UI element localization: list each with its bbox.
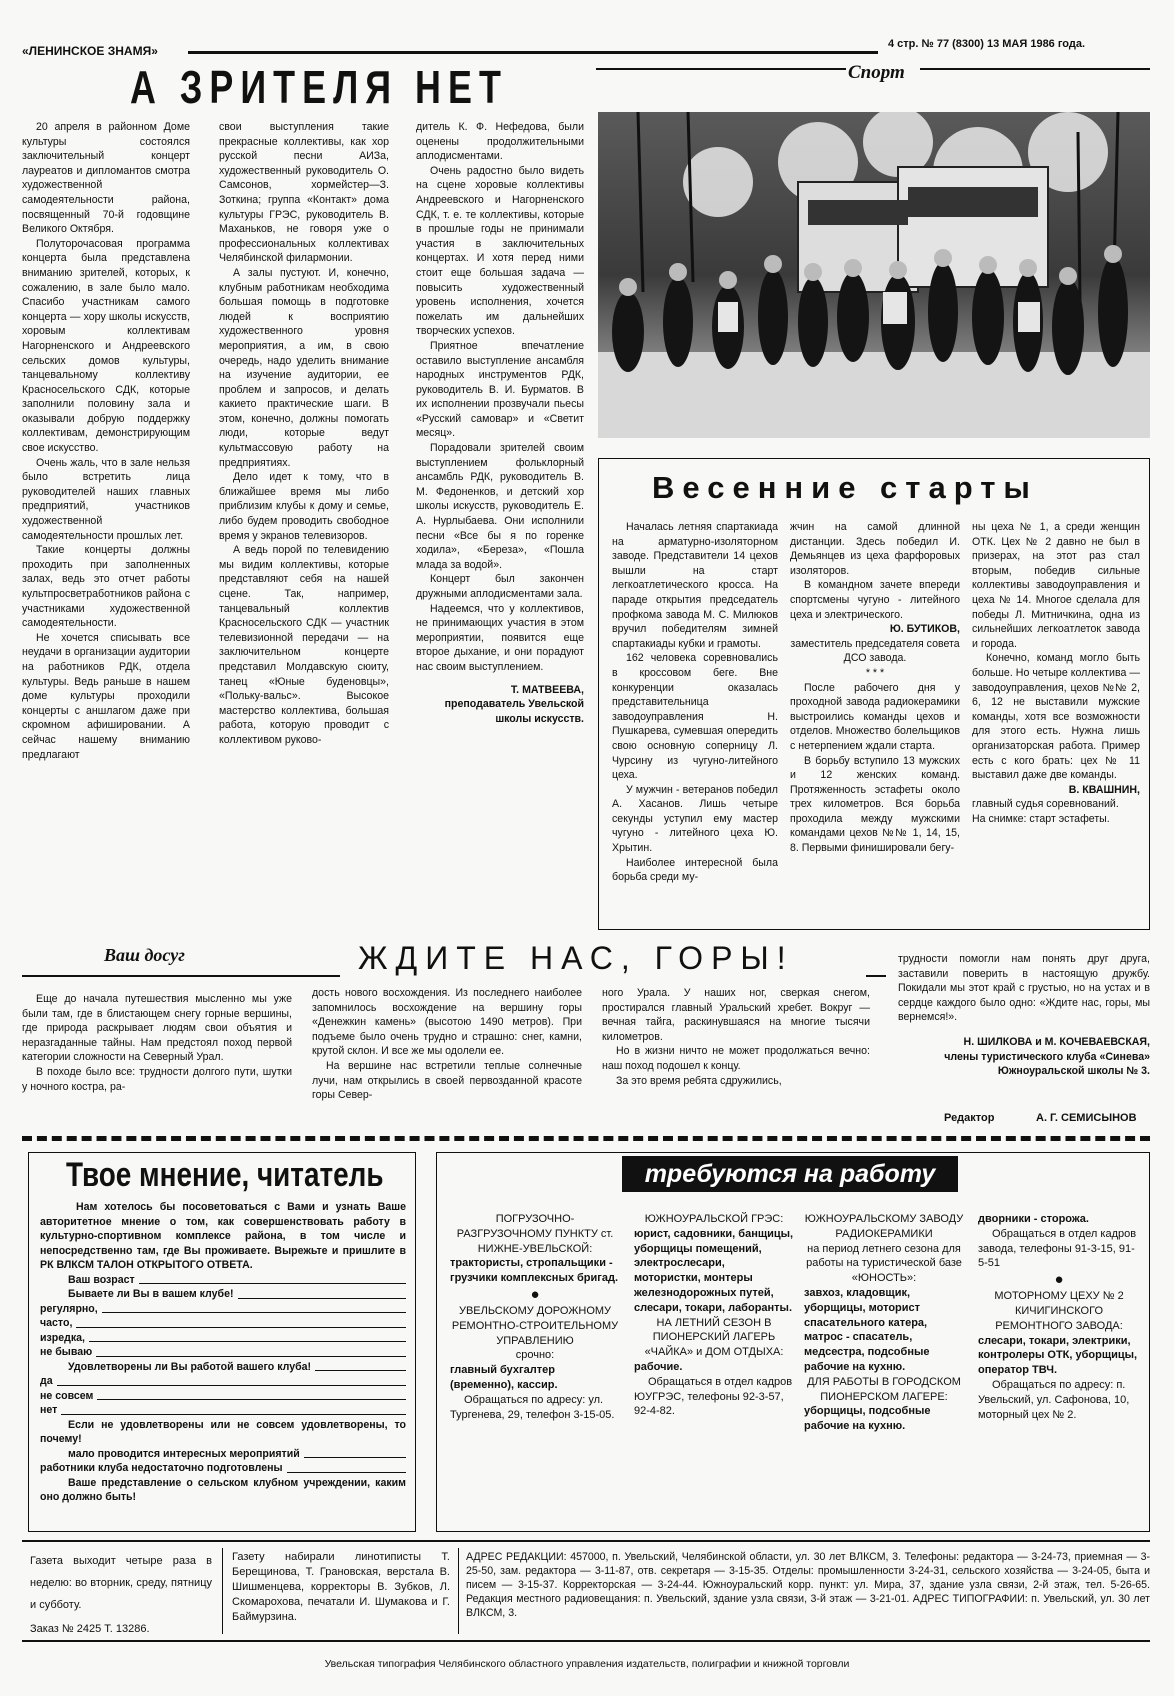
jobs-column-3 (804, 1212, 964, 1434)
bullet-icon: ● (1054, 1271, 1064, 1289)
paragraph: дость нового восхождения. Из последнего наиболее запомнилось восхождение на вершину горы «Денежкин камень» (высотою 1490 метров). При подъеме было очень трудно и страшно: снег, камни, крутой склон. И все же мы одолели ее. (312, 987, 582, 1058)
option (40, 1302, 406, 1317)
travel-column-4 (898, 952, 1150, 1112)
masthead-rule (188, 51, 878, 54)
paragraph: В походе было все: трудности долгого пути, шутки у ночного костра, ра- (22, 1065, 292, 1093)
paragraph: 20 апреля в районном Доме культуры состоялся заключительный концерт лауреатов и дипломантов смотра художественной самодеятельности района, посвященный 70-й годовщине Великого Октября. (22, 121, 190, 236)
job-list: уборщицы, подсобные рабочие на кухню. (804, 1405, 931, 1433)
option-label: мало проводится интересных мероприятий (68, 1447, 300, 1460)
paragraph: Еще до начала путешествия мысленно мы уже были там, где в блистающем снегу горные вершины, где природа раскрывает людям свои объятия и неразгаданные тайны. Нам предстоял поход первой категории сложности на Северный Урал. (22, 993, 292, 1064)
footer-bottom-rule (22, 1640, 1150, 1642)
employer-name: УВЕЛЬСКОМУ ДОРОЖНОМУ РЕМОНТНО-СТРОИТЕЛЬНОМУ УПРАВЛЕНИЮ (451, 1304, 619, 1347)
contact-info: Обращаться по адресу: ул. Тургенева, 29, телефон 3-15-05. (450, 1393, 615, 1421)
sport-column-3 (972, 520, 1140, 920)
paragraph: Наиболее интересной была борьба среди му- (612, 856, 778, 884)
option-label: часто, (40, 1317, 73, 1329)
employer-name: ЮЖНОУРАЛЬСКОЙ ГРЭС: (644, 1213, 784, 1225)
sport-photo (598, 112, 1150, 438)
leisure-rule-right (866, 975, 886, 977)
question-visits (68, 1287, 406, 1302)
paragraph: Порадовали зрителей своим выступлением фольклорный ансамбль РДК, руководитель В. М. Федоненков, и детский хор школы искусств, руководитель Е. А. Нурлыбаева. Они исполнили песни «Все бы я по горенке ходила», «Береза», «Пошла млада за водой». (416, 442, 584, 571)
paragraph: А ведь порой по телевидению мы видим коллективы, которые представляют себя на нашей сцене. Так, например, танцевальный коллектив Красносельского СДК — участник телевизионной передачи — на заключительном концерте представил Молдавскую сюиту, танец «Юные буденовцы», «Польку-вальс». Высокое мастерство коллектива, большая работа, которую проводит с коллективом руково- (219, 544, 389, 746)
article1-headline: А ЗРИТЕЛЯ НЕТ (130, 61, 508, 113)
leisure-rule-left (22, 975, 340, 977)
option (40, 1389, 406, 1404)
paper-name: «ЛЕНИНСКОЕ ЗНАМЯ» (22, 44, 158, 58)
paragraph: Полуторочасовая программа концерта была представлена вниманию зрителей, которых, к сожалению, в зале было мало. Спасибо участникам самого концерта — хору школы искусств, хоровым коллективам Нагорненского и Андреевского сельских домов культуры, танцевальному коллективу Красносельского СДК, которые заполнили половину зала и оказывали добрую поддержку коллективам, демонстрирующим свое искусство. (22, 237, 190, 455)
schedule-text: Газета выходит четыре раза в неделю: во вторник, среду, пятницу и субботу. (30, 1555, 212, 1611)
race-start-photo (598, 112, 1150, 438)
employer-note: срочно: (515, 1349, 555, 1362)
paragraph: В борьбу вступило 13 мужских и 12 женских команд. Протяженность эстафеты около трех километров. Вся борьба проходила между мужскими командами цехов №№ 1, 14, 15, 8. Первыми финишировали бегу- (790, 754, 960, 855)
answer-line[interactable] (61, 1413, 406, 1415)
travel-column-1 (22, 992, 292, 1122)
answer-line[interactable] (97, 1398, 406, 1400)
job-list: рабочие. (634, 1360, 683, 1373)
option (40, 1345, 406, 1360)
option-label: работники клуба недостаточно подготовлены (40, 1462, 283, 1474)
travel-column-2 (312, 986, 582, 1122)
answer-line[interactable] (102, 1311, 406, 1313)
paragraph: На вершине нас встретили теплые солнечные лучи, нам открылись в своей первозданной красоте горы Север- (312, 1059, 582, 1102)
sport-headline: Весенние старты (652, 470, 1038, 505)
paragraph: После рабочего дня у проходной завода радиокерамики выстроились команды цехов и отделов. Множество болельщиков с нетерпением ждали старта. (790, 681, 960, 752)
issue-info: 4 стр. № 77 (8300) 13 МАЯ 1986 года. (888, 38, 1086, 50)
paragraph: В командном зачете впереди спортсмены чугуно - литейного цеха и электрического. (790, 579, 960, 621)
answer-line[interactable] (57, 1384, 406, 1386)
paragraph: Конечно, команд могло быть больше. Но четыре коллектива — заводоуправления, цехов №№ 2, 6, 12 не выставили мужские команды, хотя все возможности для этого есть. Нужна лишь организаторская работа. Пример есть с кого брать: цех № 11 выставил даже две команды. (972, 652, 1140, 782)
editor-name: А. Г. СЕМИСЫНОВ (1036, 1112, 1137, 1124)
option-label: нет (40, 1404, 58, 1416)
question-age (68, 1273, 406, 1288)
article1-signature-title: преподаватель Увельской школы искусств. (444, 698, 584, 725)
paragraph: Приятное впечатление оставило выступление ансамбля народных инструментов РДК, руководитель В. И. Бурматов. В их исполнении прозвучали пьесы «Русский самовар» и «Светит месяц». (416, 339, 584, 440)
answer-line[interactable] (304, 1456, 406, 1458)
sport-col2-signature: Ю. БУТИКОВ, (889, 623, 960, 636)
leisure-section-label: Ваш досуг (104, 945, 185, 965)
separator-stars: * * * (865, 666, 885, 679)
survey-intro: Нам хотелось бы посоветоваться с Вами и узнать Ваше авторитетное мнение о том, как совершенствовать работу в культурно-спортивном комплексе района, в том числе и непосредственно там, где Вы проживаете. Вырежьте и пришлите в РК ВЛКСМ ТАЛОН ОТКРЫТОГО ОТВЕТА. (40, 1201, 406, 1271)
jobs-column-1 (450, 1212, 620, 1422)
question-why: Если не удовлетворены или не совсем удовлетворены, то почему! (40, 1418, 406, 1445)
employer-name: НА ЛЕТНИЙ СЕЗОН В ПИОНЕРСКИЙ ЛАГЕРЬ «ЧАЙКА» и ДОМ ОТДЫХА: (644, 1316, 784, 1359)
survey-form (40, 1200, 406, 1505)
footer-schedule (30, 1550, 212, 1640)
bullet-icon: ● (530, 1285, 540, 1303)
sport-col3-signature: В. КВАШНИН, (1068, 783, 1140, 796)
option (68, 1447, 406, 1462)
section-dashed-rule (22, 1136, 1150, 1141)
paragraph: ного Урала. У наших ног, сверкая снегом, простирался главный Уральский хребет. Вокруг — вечная тайга, раскинувшаяся на многие тысячи километров. (602, 987, 870, 1043)
article1-column-2 (219, 120, 389, 938)
sport-rule-left (596, 68, 846, 70)
paragraph: ны цеха № 1, а среди женщин ОТК. Цех № 2 давно не был в призерах, на этот раз стал вторым, победив сильные коллективы заводоуправления и цеха № 14. Многое сделала для победы Л. Митничкина, одна из сильнейших легкоатлеток завода и города. (972, 521, 1140, 650)
option-label: не бываю (40, 1346, 93, 1358)
travel-headline: ЖДИТЕ НАС, ГОРЫ! (358, 940, 794, 976)
paragraph: А залы пустуют. И, конечно, клубным работникам необходима большая помощь в подготовке людей к восприятию художественного уровня мероприятия, а им, в свою очередь, надо уделить внимание на изучение аудитории, ее проблем и запросов, и делать какието практические шаги. В этом, конечно, должны помогать люди, которые ведут культмассовую работу на предприятиях. (219, 266, 389, 469)
option-label: изредка, (40, 1331, 86, 1344)
paragraph: У мужчин - ветеранов победил А. Хасанов. Лишь четыре секунды уступил ему мастер чугуно - литейного цеха Ю. Хрытин. (612, 783, 778, 855)
travel-signature: Н. ШИЛКОВА и М. КОЧЕВАЕВСКАЯ, (963, 1035, 1150, 1048)
footer-divider (458, 1548, 459, 1634)
job-list: трактористы, стропальщики - грузчики комплексных бригад. (450, 1257, 619, 1285)
employer-name: МОТОРНОМУ ЦЕХУ № 2 КИЧИГИНСКОГО РЕМОНТНОГО ЗАВОДА: (994, 1290, 1124, 1332)
option (40, 1331, 406, 1346)
footer-address: АДРЕС РЕДАКЦИИ: 457000, п. Увельский, Челябинской области, ул. 30 лет ВЛКСМ, 3. Телефоны: редактора — 3-24-73, приемная — 3-25-50, зам. редактора — 3-11-87, отв. секретаря — 3-15-35. Отделы: промышленности 3-24-31, сельского хозяйства — 3-24-05, быта и писем — 3-15-37. Корректорская — 3-24-44. Южноуральский корр. пункт: ул. Мира, 37, здание узла связи, 2-й этаж, тел. 5-26-65. Редакция местного радиовещания: п. Увельский, здание узла связи, 3-й этаж — 3-21-01. АДРЕС ТИПОГРАФИИ: п. Увельский, ул. 30 лет ВЛКСМ, 3. (466, 1551, 1150, 1619)
jobs-column-2 (634, 1212, 794, 1419)
paragraph: 162 человека соревновались в кроссовом беге. Вне конкуренции оказалась представительница заводоуправления Н. Пушкарева, сумевшая опередить свою основную соперницу Л. Чурсину из чугуно-литейного цеха. (612, 652, 778, 782)
paragraph: За это время ребята сдружились, (616, 1074, 782, 1087)
job-list: главный бухгалтер (временно), кассир. (450, 1364, 558, 1391)
paragraph: Очень радостно было видеть на сцене хоровые коллективы Андреевского и Нагорненского СДК, т. е. те коллективы, которые в прошлые годы не принимали участия в заключительных концертах. И хотя перед ними стоит еще большая задача — повысить художественный уровень исполнения, хочется пожелать им дальнейших творческих успехов. (416, 164, 584, 338)
job-list: завхоз, кладовщик, уборщицы, моторист спасательного катера, матрос - спасатель, медсестра, подсобные рабочие на кухню. (804, 1286, 930, 1373)
travel-signature-title: члены туристического клуба «Синева» Южноуральской школы № 3. (944, 1050, 1150, 1078)
jobs-banner: требуются на работу (622, 1156, 958, 1192)
employer-name: ДЛЯ РАБОТЫ В ГОРОДСКОМ ПИОНЕРСКОМ ЛАГЕРЕ: (807, 1375, 961, 1403)
employer-note: на период летнего сезона для работы на туристической базе «ЮНОСТЬ»: (806, 1242, 962, 1285)
travel-column-3 (602, 986, 870, 1122)
answer-line[interactable] (76, 1326, 406, 1328)
printer-info: Увельская типография Челябинского областного управления издательств, полиграфии и книжной торговли (324, 1658, 850, 1670)
option-label: регулярно, (40, 1302, 98, 1315)
answer-line[interactable] (238, 1297, 407, 1299)
question-ideal-club: Ваше представление о сельском клубном учреждении, каким оно должно быть! (40, 1476, 406, 1503)
paragraph: трудности помогли нам понять друг друга, заставили поверить в настоящую дружбу. Покидали мы этот край с грустью, но на устах и в сердце каждого было одно: «Ждите нас, горы, мы вернемся!». (898, 953, 1150, 1024)
paragraph: Такие концерты должны проходить при заполненных залах, ведь это отчет работы культпросветработников района с участниками художественной самодеятельности. (22, 544, 190, 630)
article1-column-3 (416, 120, 584, 938)
question-label: Ваш возраст (68, 1273, 135, 1286)
employer-name: ПОГРУЗОЧНО-РАЗГРУЗОЧНОМУ ПУНКТУ ст. НИЖНЕ-УВЕЛЬСКОЙ: (456, 1213, 614, 1255)
job-list: дворники - сторожа. (978, 1213, 1089, 1225)
sport-column-2 (790, 520, 960, 920)
article1-column-1 (22, 120, 190, 938)
paragraph: Началась летняя спартакиада на арматурно-изоляторном заводе. Представители 14 цехов вышли на старт легкоатлетического кросса. На параде открытия председатель профкома завода М. С. Милюков вручил победителям зимней спартакиады кубки и грамоты. (612, 521, 778, 650)
contact-info: Обращаться в отдел кадров завода, телефоны 91-3-15, 91-5-51 (978, 1227, 1137, 1270)
editor-label: Редактор (944, 1112, 995, 1124)
footer-divider (222, 1548, 223, 1634)
paragraph: жчин на самой длинной дистанции. Здесь победил И. Демьянцев из цеха фарфоровых изоляторов. (790, 521, 960, 577)
option (40, 1374, 406, 1389)
article1-signature: Т. МАТВЕЕВА, (510, 683, 584, 696)
answer-line[interactable] (287, 1471, 406, 1473)
survey-headline: Твое мнение, читатель (66, 1156, 384, 1194)
paragraph: свои выступления такие прекрасные коллективы, как хор русской песни АИЗа, художественный руководитель О. Самсонов, хормейстер—З. Зоткина; группа «Контакт» дома культуры ГРЭС, руководитель В. Маханьков, не говоря уже о профессиональных коллективах Челябинской филармонии. (219, 121, 389, 265)
paragraph: дитель К. Ф. Нефедова, были оценены продолжительными аплодисментами. (416, 121, 584, 163)
paragraph: Концерт был закончен дружными аплодисментами зала. (416, 573, 584, 600)
option (40, 1403, 406, 1418)
paragraph: Дело идет к тому, что в ближайшее время мы либо приблизим клубы к дому и семье, либо будем проводить свободное время у экранов телевизоров. (219, 471, 389, 542)
answer-line[interactable] (315, 1369, 406, 1371)
sport-rule-right (920, 68, 1150, 70)
question-satisfaction (68, 1360, 406, 1375)
option (40, 1461, 406, 1476)
paragraph: Надеемся, что у коллективов, не принимающих участия в этом мероприятии, появится еще второе дыхание, и они порадуют нас своим выступлением. (416, 602, 584, 673)
sport-section-label: Спорт (848, 62, 905, 83)
sport-col2-signature-title: заместитель председателя совета ДСО завода. (790, 637, 960, 665)
question-label: Бываете ли Вы в вашем клубе! (68, 1288, 234, 1300)
footer-staff: Газету набирали линотиписты Т. Берещинова, Т. Грановская, верстала В. Шишменцева, корректоры В. Зубков, Л. Скомарохова, печатали И. Шумакова и Г. Баймурзина. (232, 1551, 450, 1623)
contact-info: Обращаться в отдел кадров ЮУГРЭС, телефоны 92-3-57, 92-4-82. (634, 1375, 793, 1418)
paragraph: Но в жизни ничто не может продолжаться вечно: наш поход подошел к концу. (602, 1045, 870, 1072)
paragraph: Не хочется списывать все неудачи в организации аудитории на работников РДК, отдела культуры. Ведь раньше в нашем доме культуры проходили концерты с аншлагом даже при скромном афишировании. А сейчас нашему вниманию предлагают (22, 631, 190, 761)
option-label: не совсем (40, 1389, 94, 1402)
sport-col3-signature-title: главный судья соревнований. (972, 798, 1119, 811)
job-list: юрист, садовники, банщицы, уборщицы помещений, электрослесари, мотористки, монтеры железнодорожных путей, слесари, токари, лаборанты. (634, 1227, 794, 1314)
answer-line[interactable] (96, 1355, 406, 1357)
photo-caption: На снимке: старт эстафеты. (972, 812, 1110, 825)
footer-top-rule (22, 1540, 1150, 1542)
question-label: Удовлетворены ли Вы работой вашего клуба! (68, 1360, 312, 1373)
job-list: слесари, токари, электрики, контролеры ОТК, уборщицы, оператор ТВЧ. (978, 1334, 1138, 1377)
option-label: да (40, 1375, 53, 1387)
jobs-column-4 (978, 1212, 1140, 1422)
employer-name: ЮЖНОУРАЛЬСКОМУ ЗАВОДУ РАДИОКЕРАМИКИ (804, 1213, 964, 1240)
paragraph: Очень жаль, что в зале нельзя было встретить лица руководителей наших главных предприятий, участников художественной самодеятельности прошлых лет. (22, 456, 190, 542)
answer-line[interactable] (139, 1282, 406, 1284)
order-number: Заказ № 2425 Т. 13286. (30, 1623, 150, 1635)
option (40, 1316, 406, 1331)
answer-line[interactable] (89, 1340, 406, 1342)
sport-column-1 (612, 520, 778, 920)
contact-info: Обращаться по адресу: п. Увельский, ул. Сафонова, 10, моторный цех № 2. (978, 1378, 1130, 1421)
